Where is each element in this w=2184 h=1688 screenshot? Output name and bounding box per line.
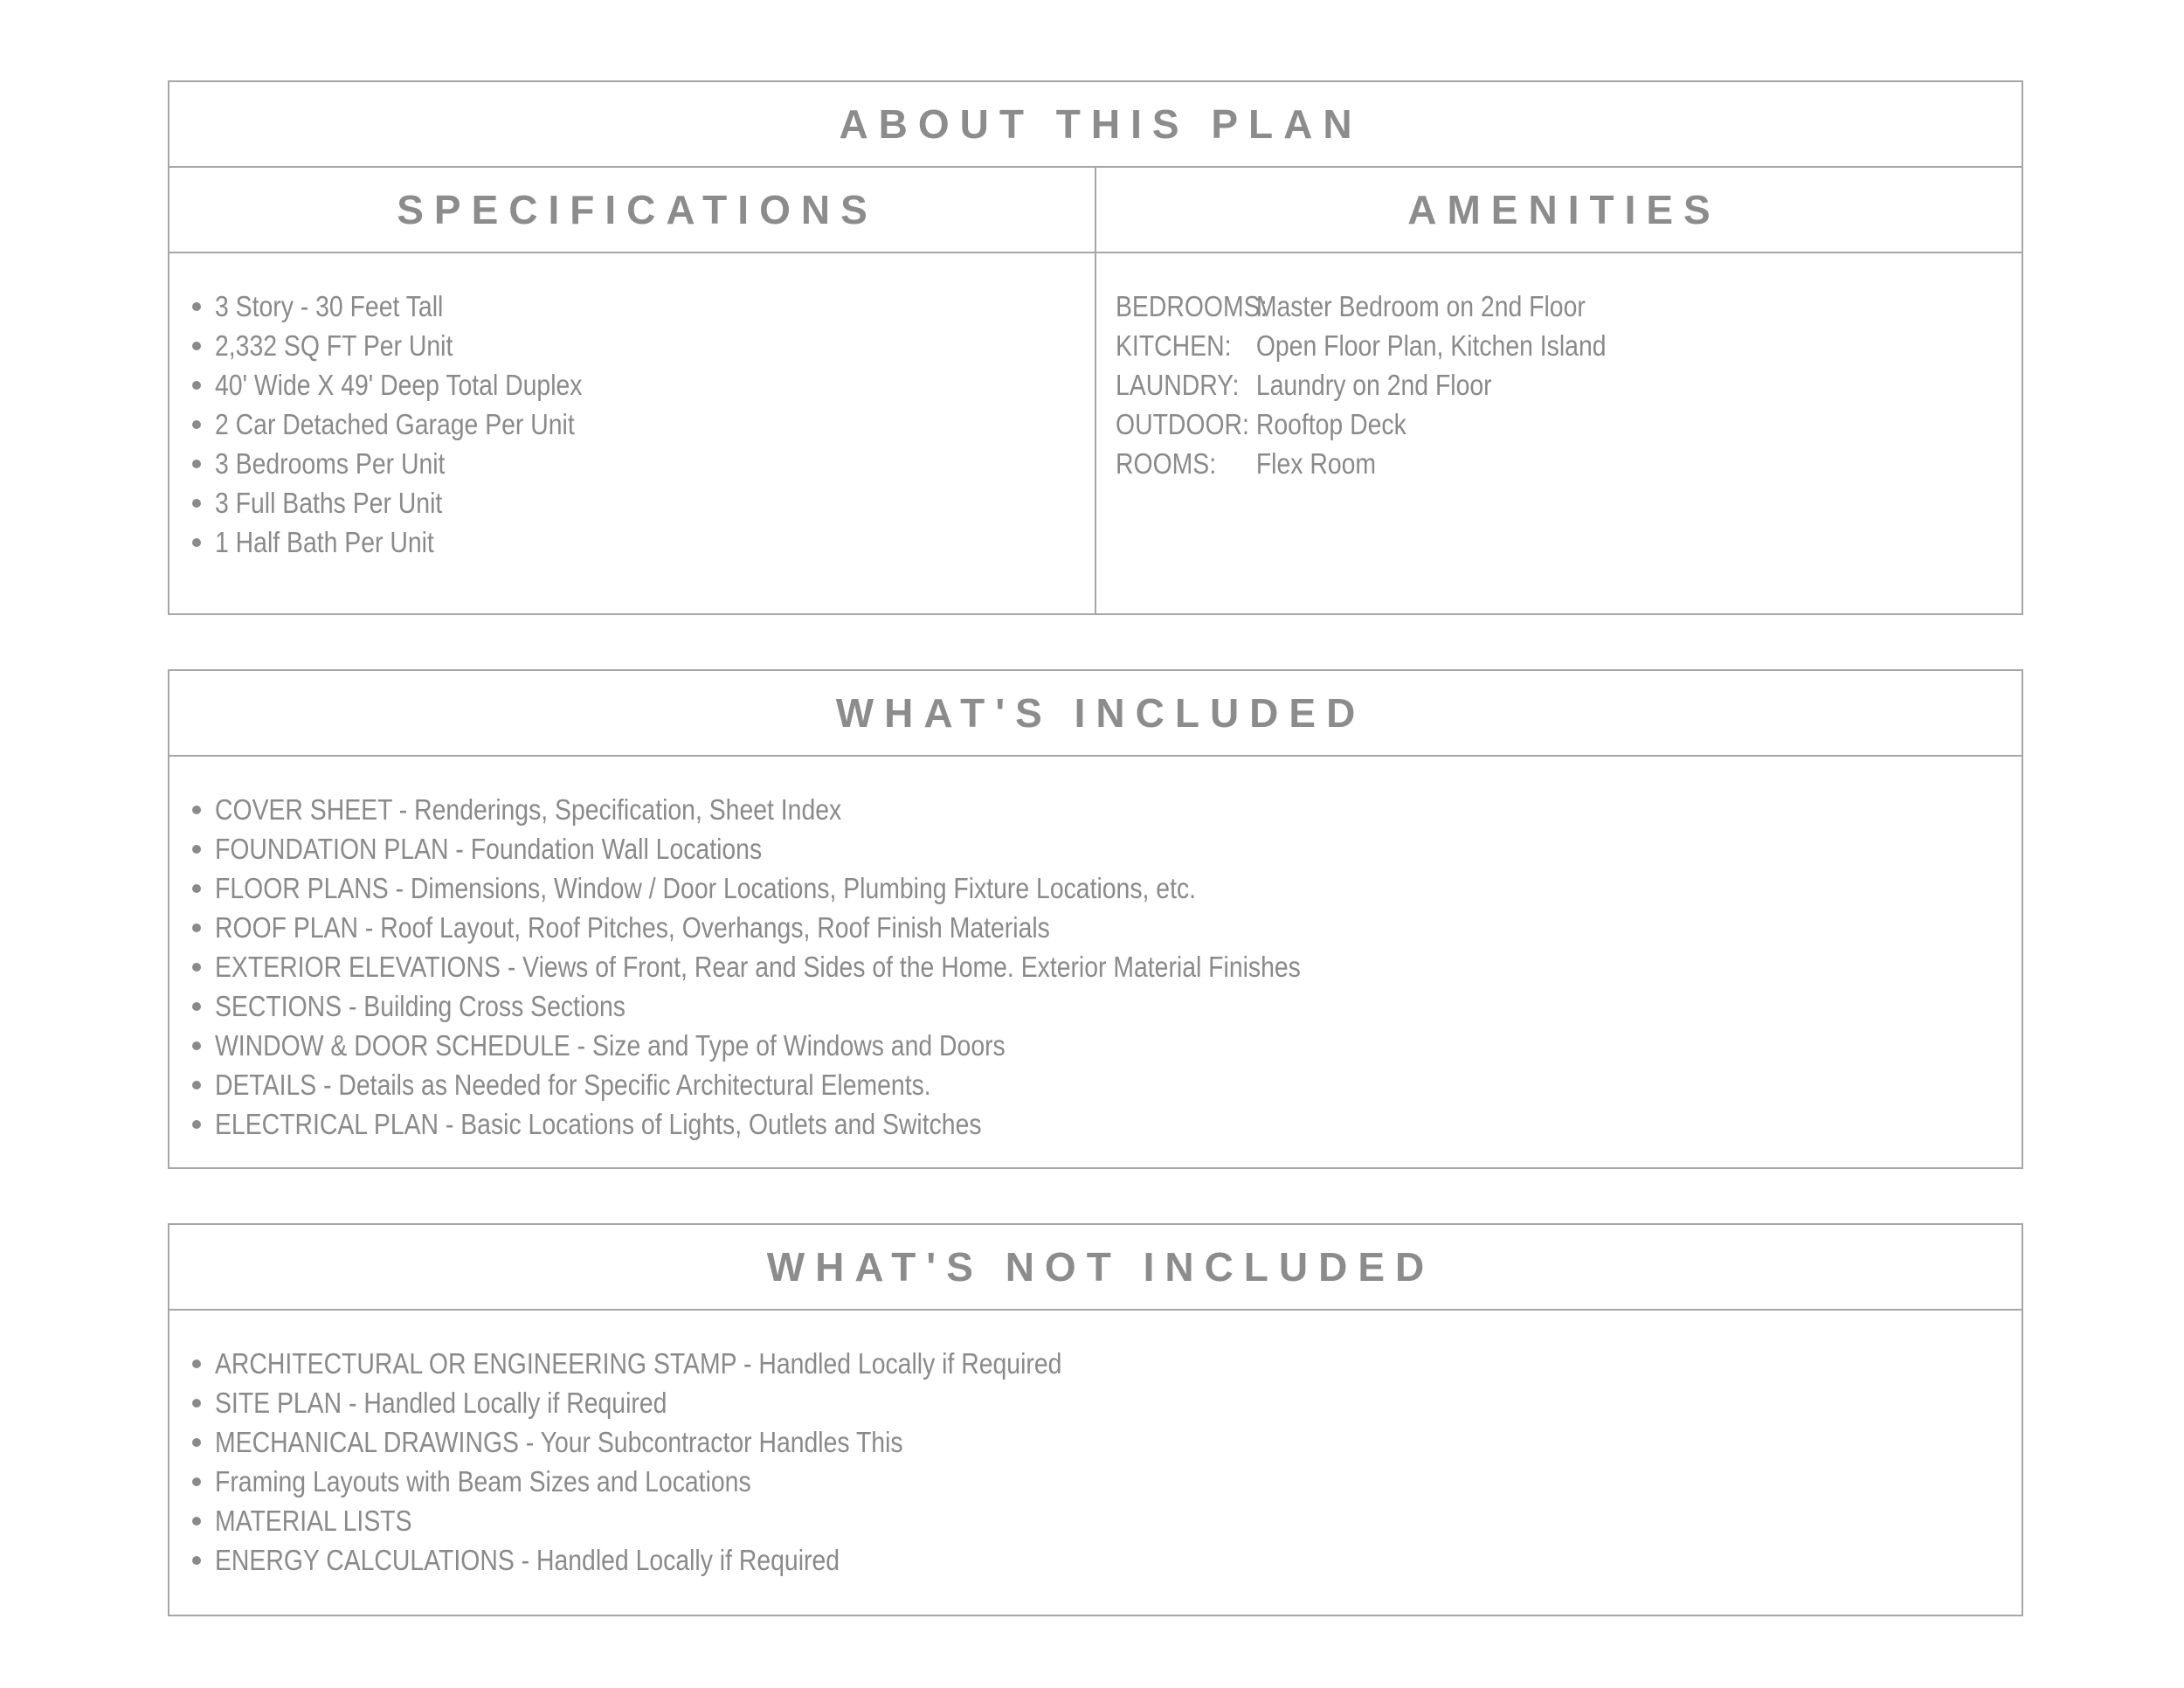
bullet-icon bbox=[192, 420, 201, 429]
amenity-label: OUTDOOR: bbox=[1116, 408, 1249, 440]
bullet-icon bbox=[192, 845, 201, 854]
amenity-row bbox=[1116, 365, 2022, 405]
list-item: ROOF PLAN - Roof Layout, Roof Pitches, Overhangs, Roof Finish Materials bbox=[192, 908, 2022, 947]
bullet-icon bbox=[192, 1359, 201, 1368]
amenity-value: Master Bedroom on 2nd Floor bbox=[1255, 290, 1586, 322]
whats-included-list bbox=[169, 757, 2022, 1144]
bullet-icon bbox=[192, 1517, 201, 1525]
amenities-list bbox=[1096, 253, 2022, 483]
list-item: 40' Wide X 49' Deep Total Duplex bbox=[192, 365, 1095, 405]
amenity-row bbox=[1116, 444, 2022, 483]
specifications-list bbox=[169, 253, 1095, 562]
whats-not-included-list bbox=[169, 1311, 2022, 1580]
specifications-title: SPECIFICATIONS bbox=[397, 187, 878, 232]
bullet-icon bbox=[192, 1438, 201, 1447]
amenity-label: LAUNDRY: bbox=[1116, 369, 1240, 401]
amenity-value: Rooftop Deck bbox=[1255, 408, 1406, 440]
amenity-label: BEDROOMS: bbox=[1116, 290, 1268, 322]
bullet-icon bbox=[192, 538, 201, 547]
list-item: 2 Car Detached Garage Per Unit bbox=[192, 405, 1095, 444]
list-item: COVER SHEET - Renderings, Specification, Sheet Index bbox=[192, 790, 2022, 829]
bullet-icon bbox=[192, 342, 201, 350]
list-item: SITE PLAN - Handled Locally if Required bbox=[192, 1383, 2022, 1422]
whats-included-section bbox=[168, 669, 2023, 1169]
bullet-icon bbox=[192, 1081, 201, 1090]
about-this-plan-header bbox=[169, 82, 2022, 168]
bullet-icon bbox=[192, 1556, 201, 1565]
bullet-icon bbox=[192, 1041, 201, 1050]
list-item: EXTERIOR ELEVATIONS - Views of Front, Rear and Sides of the Home. Exterior Material Finishes bbox=[192, 947, 2022, 986]
amenity-label: ROOMS: bbox=[1116, 447, 1217, 480]
list-item: ELECTRICAL PLAN - Basic Locations of Lights, Outlets and Switches bbox=[192, 1104, 2022, 1144]
bullet-icon bbox=[192, 381, 201, 390]
bullet-icon bbox=[192, 924, 201, 932]
amenity-row bbox=[1116, 287, 2022, 326]
whats-included-title: WHAT'S INCLUDED bbox=[835, 690, 1366, 736]
amenities-column bbox=[1095, 168, 2022, 613]
amenity-value: Flex Room bbox=[1255, 447, 1377, 480]
specifications-header bbox=[169, 168, 1095, 253]
bullet-icon bbox=[192, 499, 201, 508]
amenities-title: AMENITIES bbox=[1407, 187, 1721, 232]
list-item: FOUNDATION PLAN - Foundation Wall Locations bbox=[192, 829, 2022, 868]
bullet-icon bbox=[192, 302, 201, 311]
bullet-icon bbox=[192, 963, 201, 972]
list-item: 2,332 SQ FT Per Unit bbox=[192, 326, 1095, 365]
list-item: ENERGY CALCULATIONS - Handled Locally if Required bbox=[192, 1540, 2022, 1580]
list-item: 1 Half Bath Per Unit bbox=[192, 522, 1095, 562]
list-item: MECHANICAL DRAWINGS - Your Subcontractor Handles This bbox=[192, 1422, 2022, 1462]
amenity-label: KITCHEN: bbox=[1116, 329, 1232, 362]
list-item: 3 Story - 30 Feet Tall bbox=[192, 287, 1095, 326]
list-item: DETAILS - Details as Needed for Specific Architectural Elements. bbox=[192, 1065, 2022, 1104]
bullet-icon bbox=[192, 884, 201, 893]
bullet-icon bbox=[192, 460, 201, 468]
list-item: ARCHITECTURAL OR ENGINEERING STAMP - Handled Locally if Required bbox=[192, 1344, 2022, 1383]
amenity-row bbox=[1116, 326, 2022, 365]
amenity-value: Open Floor Plan, Kitchen Island bbox=[1255, 329, 1607, 362]
about-this-plan-title: ABOUT THIS PLAN bbox=[839, 101, 1363, 147]
whats-included-header bbox=[169, 671, 2022, 757]
list-item: MATERIAL LISTS bbox=[192, 1501, 2022, 1540]
amenities-header bbox=[1096, 168, 2022, 253]
list-item: 3 Bedrooms Per Unit bbox=[192, 444, 1095, 483]
bullet-icon bbox=[192, 1399, 201, 1408]
bullet-icon bbox=[192, 1120, 201, 1129]
bullet-icon bbox=[192, 1002, 201, 1011]
bullet-icon bbox=[192, 1477, 201, 1486]
amenity-value: Laundry on 2nd Floor bbox=[1255, 369, 1492, 401]
list-item: Framing Layouts with Beam Sizes and Locations bbox=[192, 1462, 2022, 1501]
whats-not-included-title: WHAT'S NOT INCLUDED bbox=[766, 1244, 1435, 1290]
list-item: 3 Full Baths Per Unit bbox=[192, 483, 1095, 522]
list-item: SECTIONS - Building Cross Sections bbox=[192, 986, 2022, 1026]
specifications-column bbox=[169, 168, 1095, 613]
amenity-row bbox=[1116, 405, 2022, 444]
about-this-plan-section bbox=[168, 80, 2023, 615]
list-item: FLOOR PLANS - Dimensions, Window / Door Locations, Plumbing Fixture Locations, etc. bbox=[192, 868, 2022, 908]
bullet-icon bbox=[192, 806, 201, 814]
whats-not-included-section bbox=[168, 1223, 2023, 1616]
whats-not-included-header bbox=[169, 1225, 2022, 1311]
list-item: WINDOW & DOOR SCHEDULE - Size and Type of Windows and Doors bbox=[192, 1026, 2022, 1065]
